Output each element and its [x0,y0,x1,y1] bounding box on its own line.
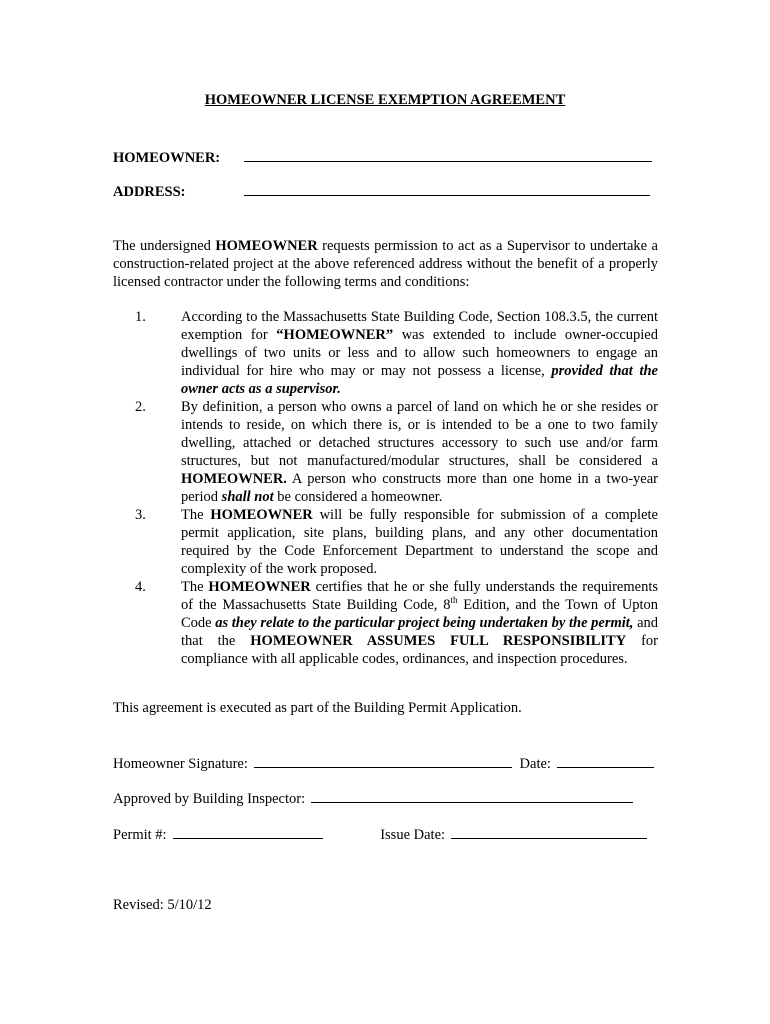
signature-blank[interactable] [254,755,512,768]
approved-label: Approved by Building Inspector: [113,791,306,807]
term-bold-italic: shall not [221,489,274,505]
approval-blank[interactable] [311,790,633,803]
term-text: According to the Massachusetts State Building Code, Section 108.3.5, the current exemption for [181,309,658,343]
permit-row [113,826,647,844]
term-item [113,308,658,398]
document-title: HOMEOWNER LICENSE EXEMPTION AGREEMENT [204,92,566,108]
term-text: By definition, a person who owns a parcel of land on which he or she resides or intends to reside, on which there is, or is intended to be a one to two family dwelling, attached or detached structures accessory to such use and/or farm structures, but not manufactured/modular structures, shall be considered a [181,399,658,469]
intro-paragraph [113,237,658,291]
homeowner-field [113,149,652,167]
term-text: and that the [181,615,659,649]
date-label: Date: [519,756,551,772]
term-superscript: th [450,595,458,606]
approval-row [113,790,633,808]
permit-blank[interactable] [173,826,323,839]
term-bold: HOMEOWNER [208,579,311,595]
term-bold: HOMEOWNER [210,507,313,523]
term-number: 4. [135,579,146,595]
term-item [113,506,658,578]
term-bold: “HOMEOWNER” [276,327,394,343]
date-blank[interactable] [557,755,654,768]
term-bold: HOMEOWNER. [181,471,287,487]
term-item [113,578,658,668]
address-blank[interactable] [244,183,650,196]
term-text: A person who constructs more than one home in a two-year period [181,471,658,505]
term-text: The [181,507,211,523]
term-text: for compliance with all applicable codes, ordinances, and inspection procedures. [181,633,658,667]
revision-date: Revised: 5/10/12 [113,897,212,913]
term-text: The [181,579,209,595]
address-field [113,183,650,201]
permit-label: Permit #: [113,827,167,843]
term-number: 1. [135,309,146,325]
intro-text-2: requests permission to act as a Supervisor to undertake a construction-related project at the above referenced address without the benefit of a properly licensed contractor under the following terms and conditions: [113,238,658,290]
term-item [113,398,658,506]
term-number: 2. [135,399,146,415]
term-text: Edition, and the Town of Upton Code [181,597,658,631]
signature-label: Homeowner Signature: [113,756,248,772]
term-text: was extended to include owner-occupied dwellings of two units or less and to allow such homeowners to engage an individual for hire who may or may not possess a license, [181,327,658,379]
intro-text-1: The undersigned [113,238,216,254]
term-bold: HOMEOWNER ASSUMES FULL RESPONSIBILITY [250,633,627,649]
term-text: will be fully responsible for submission of a complete permit application, site plans, building plans, and any other documentation required by the Code Enforcement Department to understand the scope and complexity of the work proposed. [181,507,658,577]
closing-statement: This agreement is executed as part of the Building Permit Application. [113,700,522,716]
terms-list [113,308,658,668]
address-label: ADDRESS: [113,184,186,200]
term-number: 3. [135,507,146,523]
intro-bold: HOMEOWNER [215,238,318,254]
term-bold-italic: as they relate to the particular project being undertaken by the permit, [215,615,634,631]
term-text: be considered a homeowner. [273,489,443,505]
issue-date-label: Issue Date: [380,827,446,843]
homeowner-label: HOMEOWNER: [113,150,221,166]
term-text: certifies that he or she fully understands the requirements of the Massachusetts State Building Code, 8 [181,579,658,613]
term-bold-italic: provided that the owner acts as a supervisor. [181,363,658,397]
issue-date-blank[interactable] [451,826,647,839]
homeowner-blank[interactable] [244,149,652,162]
signature-row [113,755,654,773]
